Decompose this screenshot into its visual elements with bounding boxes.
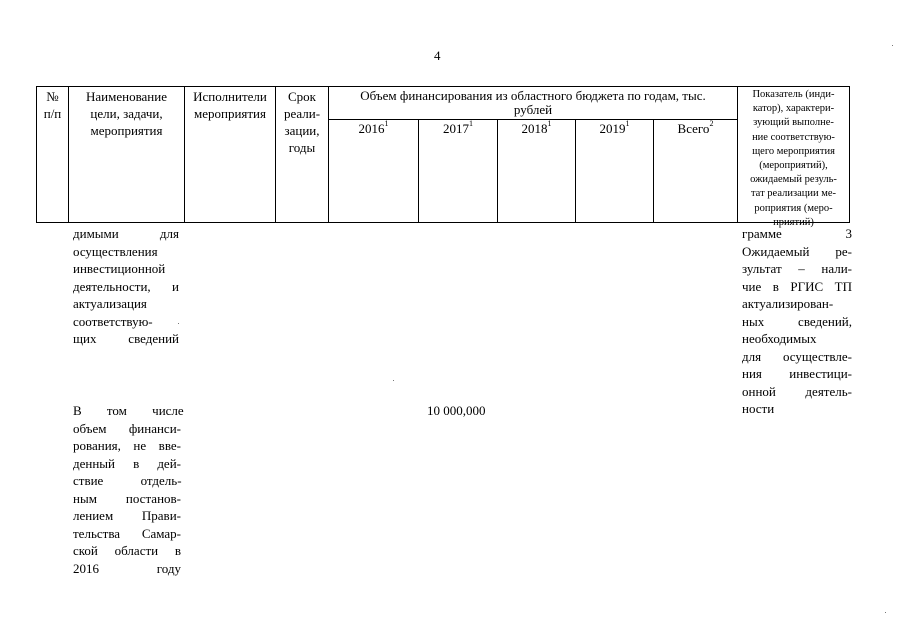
header-year-2019: 2019$^1$ [599, 118, 630, 136]
scan-speck [892, 45, 893, 46]
header-number-col: № п/п [43, 89, 62, 121]
indicator-cell: грамме 3 Ожидаемый ре- зультат – нали- чие в РГИС ТП актуализирован- ных сведений, необходимых для осуществле- ния инвестици- онной деятель- ности [742, 226, 852, 416]
header-indicator-col: Показатель (инди- катор), характери- зующий выполне- ние соответствую- щего мероприятия (мероприятий), ожидаемый резуль- тат реализации ме- роприятия (меро- приятий) [750, 89, 837, 228]
header-finance-title: Объем финансирования из областного бюджета по годам, тыс. рублей [360, 88, 706, 117]
header-name-col: Наименование цели, задачи, мероприятия [86, 89, 167, 138]
header-year-2016: 2016$^1$ [358, 118, 389, 136]
page-number: 4 [434, 48, 441, 63]
scan-speck [885, 612, 886, 613]
amount-2017: 10 000,000 [427, 403, 486, 418]
scan-speck [393, 380, 394, 381]
header-year-2018: 2018$^1$ [521, 118, 552, 136]
name-cell-block2: В том числе объем финанси- рования, не вве- денный в дей- ствие отдель- ным постанов- лением Прави- тельства Самар- ской области в 2016 году [73, 403, 184, 576]
header-executors-col: Исполнители мероприятия [193, 89, 267, 121]
name-cell-block1: димыми для осуществления инвестиционной деятельности, и актуализация соответствую- щих сведений [73, 226, 179, 346]
scan-speck [178, 323, 179, 324]
header-term-col: Срок реали- зации, годы [283, 89, 321, 155]
header-year-2017: 2017$^1$ [443, 118, 473, 136]
header-total: Всего$^2$ [677, 118, 714, 136]
